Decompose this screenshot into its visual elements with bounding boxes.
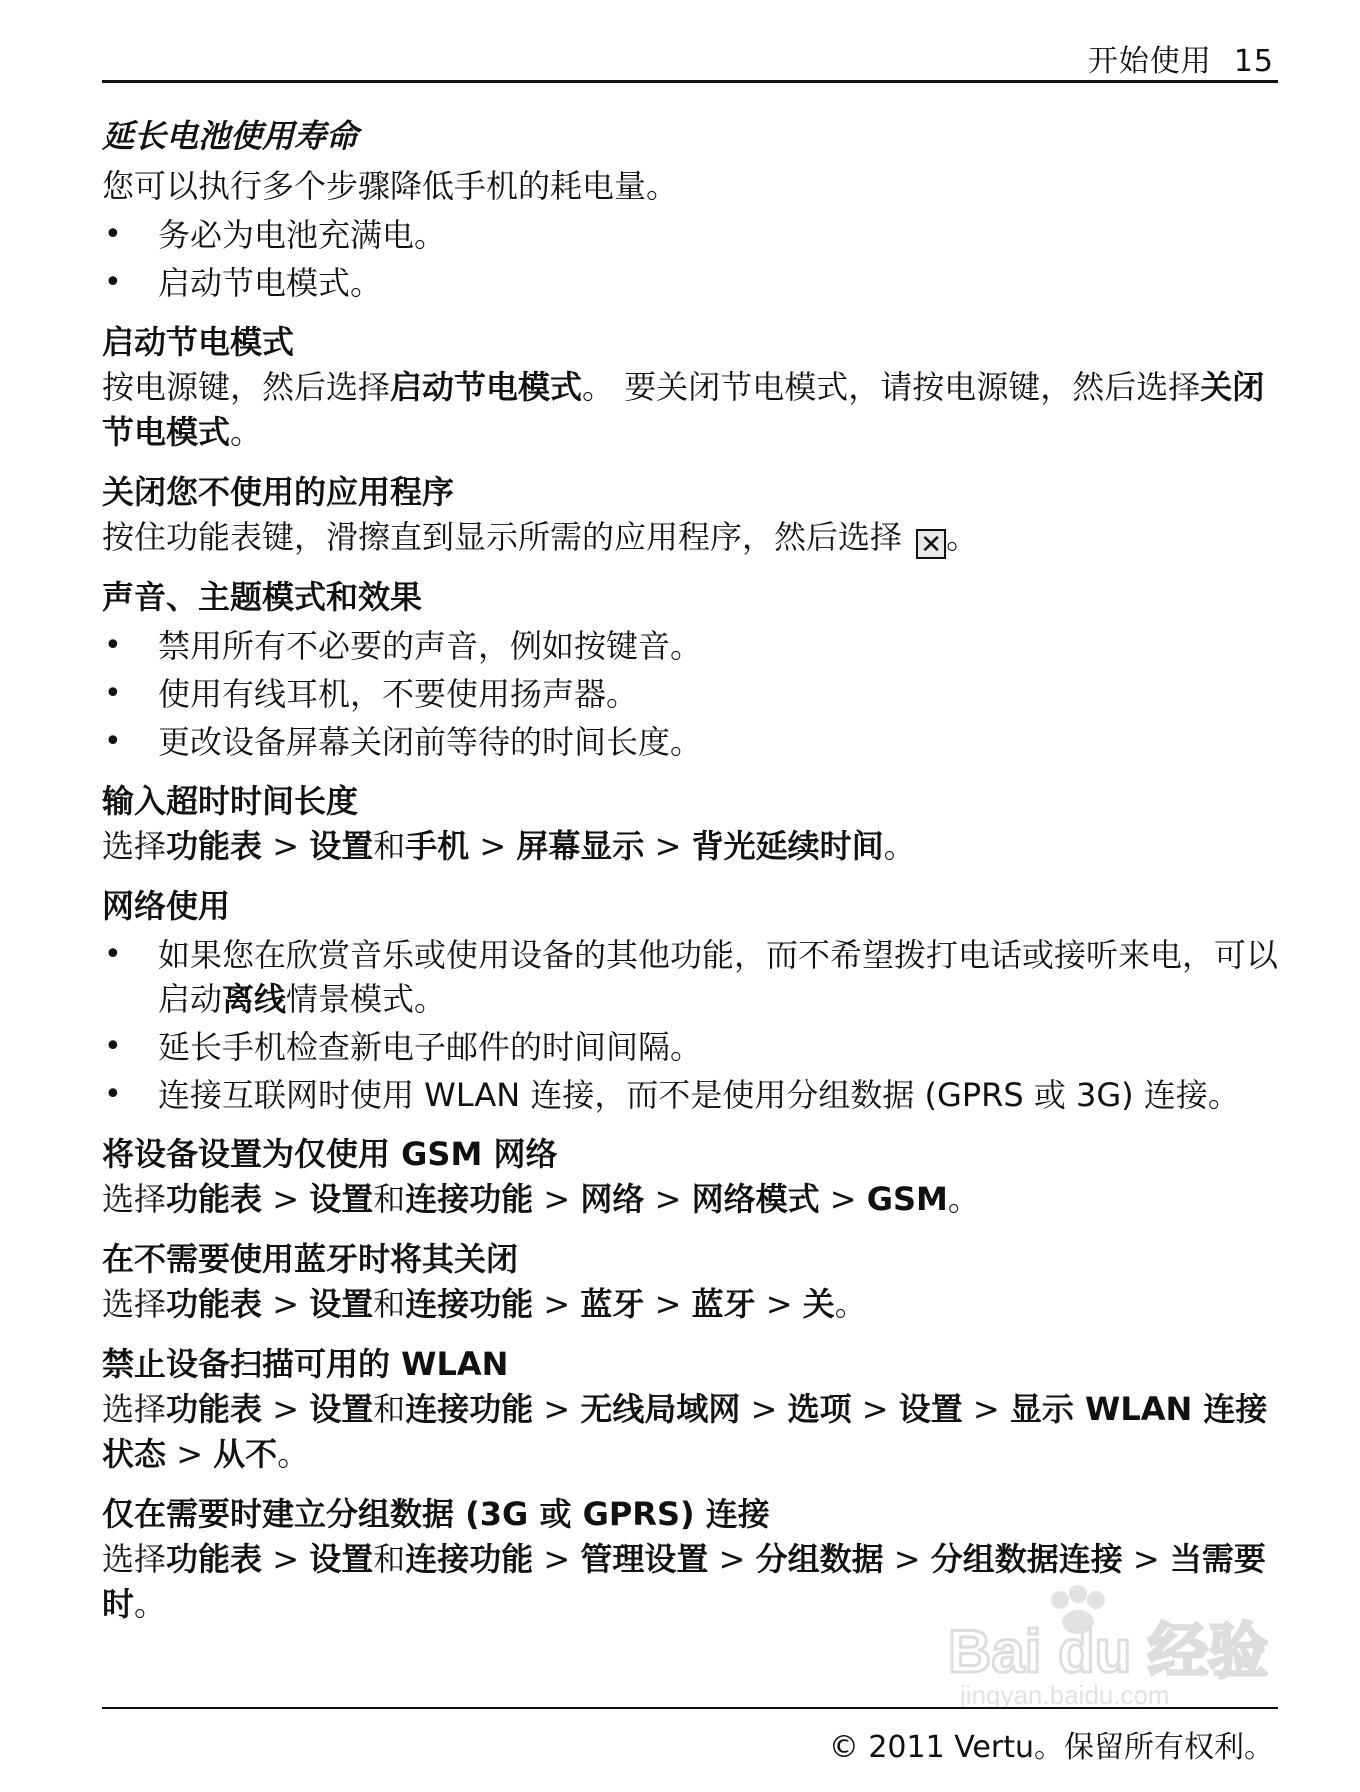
text-run: > bbox=[469, 827, 517, 865]
intro-list bbox=[102, 213, 1278, 305]
ui-term: 功能表 bbox=[166, 1540, 263, 1578]
ui-term: 分组数据 bbox=[755, 1540, 884, 1578]
text-run: 选择 bbox=[102, 1540, 167, 1578]
ui-term: 蓝牙 bbox=[580, 1285, 645, 1323]
text-run: 选择 bbox=[102, 1285, 167, 1323]
list-item: • 连接互联网时使用 WLAN 连接，而不是使用分组数据 (GPRS 或 3G) 连接。 bbox=[102, 1073, 1278, 1117]
ui-term: 当需要时 bbox=[102, 1540, 1266, 1623]
footer-copyright: © 2011 Vertu。保留所有权利。 bbox=[828, 1730, 1274, 1765]
section-text bbox=[102, 365, 1278, 455]
section-heading: 启动节电模式 bbox=[102, 323, 295, 361]
text-run: > bbox=[262, 1285, 310, 1323]
section-heading: 关闭您不使用的应用程序 bbox=[102, 473, 455, 511]
section-heading: 在不需要使用蓝牙时将其关闭 bbox=[102, 1240, 519, 1278]
ui-term: 设置 bbox=[309, 1180, 374, 1218]
list-item: • 务必为电池充满电。 bbox=[102, 213, 1278, 257]
text-run: 。 bbox=[834, 1285, 867, 1323]
text-run: 和 bbox=[373, 1390, 406, 1428]
section-text bbox=[102, 1177, 1278, 1222]
text-run: 。 bbox=[883, 827, 916, 865]
text-run: 如果您在欣赏音乐或使用设备的其他功能，而不希望拨打电话或接听来电，可以启动 bbox=[158, 936, 1279, 1018]
text-run: > bbox=[533, 1390, 581, 1428]
text-run: 和 bbox=[373, 1180, 406, 1218]
watermark-brand: Bai du 经验 bbox=[948, 1618, 1269, 1685]
ui-term: GSM bbox=[866, 1180, 948, 1218]
text-run: 。 bbox=[134, 1585, 167, 1623]
text-run: > bbox=[166, 1435, 214, 1473]
intro-text: 您可以执行多个步骤降低手机的耗电量。 bbox=[102, 167, 679, 205]
close-icon: ✕ bbox=[916, 529, 946, 559]
text-run: > bbox=[851, 1390, 899, 1428]
ui-term: 背光延续时间 bbox=[691, 827, 884, 865]
text-run: > bbox=[708, 1540, 756, 1578]
section-bluetooth bbox=[102, 1236, 1278, 1327]
ui-term: 屏幕显示 bbox=[516, 827, 645, 865]
text-run: > bbox=[262, 827, 310, 865]
ui-term: 功能表 bbox=[166, 1390, 263, 1428]
ui-term: 设置 bbox=[309, 827, 374, 865]
list-item: • 禁用所有不必要的声音，例如按键音。 bbox=[102, 624, 1278, 668]
ui-term: 离线 bbox=[222, 980, 287, 1018]
ui-term: 设置 bbox=[309, 1285, 374, 1323]
sound-list bbox=[102, 624, 1278, 764]
list-item: • 使用有线耳机，不要使用扬声器。 bbox=[102, 672, 1278, 716]
text-run: 选择 bbox=[102, 827, 167, 865]
text-run: 。 bbox=[230, 413, 263, 451]
ui-term: 设置 bbox=[898, 1390, 963, 1428]
text-run: 和 bbox=[373, 1540, 406, 1578]
section-network bbox=[102, 883, 1278, 1117]
network-list bbox=[102, 933, 1278, 1117]
text-run: > bbox=[1122, 1540, 1170, 1578]
ui-term: 分组数据连接 bbox=[930, 1540, 1123, 1578]
ui-term: 网络 bbox=[580, 1180, 645, 1218]
text-run: > bbox=[533, 1540, 581, 1578]
text-run: > bbox=[644, 1285, 692, 1323]
ui-term: 无线局域网 bbox=[580, 1390, 741, 1428]
section-close-apps bbox=[102, 469, 1278, 560]
text-run: > bbox=[262, 1540, 310, 1578]
text-run: 。 bbox=[277, 1435, 310, 1473]
list-item: • 更改设备屏幕关闭前等待的时间长度。 bbox=[102, 720, 1278, 764]
ui-term: 功能表 bbox=[166, 1180, 263, 1218]
text-run: > bbox=[962, 1390, 1010, 1428]
watermark-url: jingyan.baidu.com bbox=[960, 1680, 1170, 1710]
ui-term: 设置 bbox=[309, 1390, 374, 1428]
ui-term: 手机 bbox=[405, 827, 470, 865]
section-sound bbox=[102, 574, 1278, 764]
section-heading: 输入超时时间长度 bbox=[102, 782, 359, 820]
section-gsm bbox=[102, 1131, 1278, 1222]
text-run: 选择 bbox=[102, 1390, 167, 1428]
text-run: 。 bbox=[946, 518, 979, 556]
text-run: 按电源键，然后选择 bbox=[102, 368, 391, 406]
section-heading: 网络使用 bbox=[102, 887, 231, 925]
page-header bbox=[102, 30, 1278, 83]
ui-term: 连接功能 bbox=[405, 1285, 534, 1323]
text-run: > bbox=[740, 1390, 788, 1428]
list-item: • 延长手机检查新电子邮件的时间间隔。 bbox=[102, 1025, 1278, 1069]
section-heading: 将设备设置为仅使用 GSM 网络 bbox=[102, 1135, 558, 1173]
text-run: 。 要关闭节电模式，请按电源键，然后选择 bbox=[582, 368, 1201, 406]
text-run: > bbox=[533, 1285, 581, 1323]
section-heading: 禁止设备扫描可用的 WLAN bbox=[102, 1345, 509, 1383]
baidu-watermark bbox=[940, 1582, 1270, 1712]
document-page bbox=[102, 0, 1278, 1792]
section-heading: 声音、主题模式和效果 bbox=[102, 578, 423, 616]
section-heading: 仅在需要时建立分组数据 (3G 或 GPRS) 连接 bbox=[102, 1495, 770, 1533]
ui-term: 显示 WLAN 连接状态 bbox=[102, 1390, 1268, 1473]
text-run: 和 bbox=[373, 827, 406, 865]
ui-term: 关闭节电模式 bbox=[102, 368, 1265, 451]
section-wlan-scan bbox=[102, 1341, 1278, 1477]
ui-term: 功能表 bbox=[166, 1285, 263, 1323]
ui-term: 网络模式 bbox=[691, 1180, 820, 1218]
text-run: 和 bbox=[373, 1285, 406, 1323]
list-item bbox=[102, 933, 1278, 1021]
section-text bbox=[102, 1282, 1278, 1327]
ui-term: 连接功能 bbox=[405, 1540, 534, 1578]
text-run: > bbox=[819, 1180, 867, 1218]
text-run: > bbox=[533, 1180, 581, 1218]
text-run: > bbox=[262, 1180, 310, 1218]
text-run: 情景模式。 bbox=[286, 980, 447, 1018]
text-run: 按住功能表键，滑擦直到显示所需的应用程序，然后选择 bbox=[102, 518, 913, 556]
section-text bbox=[102, 515, 1278, 560]
text-run: > bbox=[644, 827, 692, 865]
section-power-saving bbox=[102, 319, 1278, 455]
header-section: 开始使用 bbox=[1087, 44, 1212, 79]
ui-term: 选项 bbox=[787, 1390, 852, 1428]
text-run: 选择 bbox=[102, 1180, 167, 1218]
section-timeout bbox=[102, 778, 1278, 869]
text-run: > bbox=[883, 1540, 931, 1578]
footer-divider bbox=[102, 1707, 1278, 1709]
page-content bbox=[102, 112, 1278, 1627]
ui-term: 管理设置 bbox=[580, 1540, 709, 1578]
ui-term: 启动节电模式 bbox=[390, 368, 583, 406]
ui-term: 从不 bbox=[213, 1435, 278, 1473]
ui-term: 设置 bbox=[309, 1540, 374, 1578]
section-text bbox=[102, 1387, 1278, 1477]
text-run: > bbox=[262, 1390, 310, 1428]
page-title: 延长电池使用寿命 bbox=[102, 117, 359, 155]
ui-term: 连接功能 bbox=[405, 1180, 534, 1218]
text-run: > bbox=[755, 1285, 803, 1323]
section-text bbox=[102, 824, 1278, 869]
ui-term: 功能表 bbox=[166, 827, 263, 865]
ui-term: 关 bbox=[802, 1285, 835, 1323]
page-number: 15 bbox=[1233, 44, 1274, 79]
ui-term: 连接功能 bbox=[405, 1390, 534, 1428]
list-item: • 启动节电模式。 bbox=[102, 261, 1278, 305]
text-run: > bbox=[644, 1180, 692, 1218]
ui-term: 蓝牙 bbox=[691, 1285, 756, 1323]
header-text bbox=[1066, 36, 1274, 80]
text-run: 。 bbox=[947, 1180, 980, 1218]
